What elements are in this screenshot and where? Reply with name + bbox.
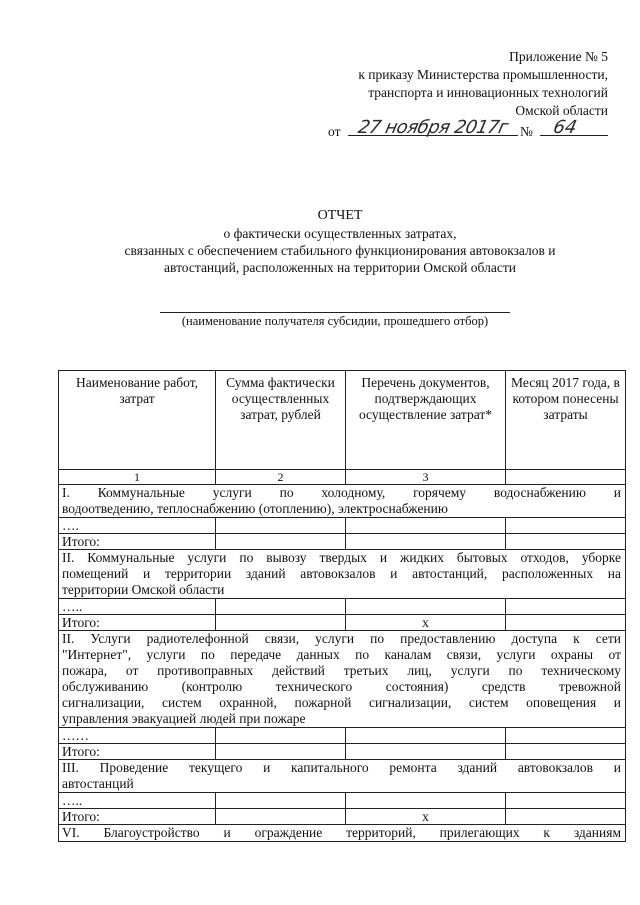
title-line-1: о фактически осуществленных затратах, bbox=[223, 226, 457, 241]
section-heading bbox=[59, 485, 626, 518]
section-heading bbox=[59, 631, 626, 728]
section-line: помещений и территории зданий автовокзалов и автостанций, расположенных на bbox=[62, 566, 621, 581]
annex-header bbox=[358, 48, 608, 120]
table-row bbox=[59, 793, 626, 809]
section-row bbox=[59, 760, 626, 793]
table-row bbox=[59, 599, 626, 615]
section-line: I. Коммунальные услуги по холодному, горячему водоснабжению и bbox=[62, 485, 621, 500]
section-heading bbox=[59, 550, 626, 599]
section-line: обслуживанию (контролю технического состояния) средств тревожной bbox=[62, 679, 621, 694]
column-number-row bbox=[59, 470, 626, 485]
recipient-caption: (наименование получателя субсидии, прошедшего отбор) bbox=[181, 314, 489, 328]
table-row bbox=[59, 728, 626, 744]
section-line: пожара, от противоправных действий третьих лиц, услуги по техническому bbox=[62, 663, 621, 678]
column-number bbox=[506, 470, 626, 485]
total-label: Итого: bbox=[59, 615, 216, 631]
header-cell: Месяц 2017 года, в котором понесены затраты bbox=[506, 371, 626, 470]
section-line: управления эвакуацией людей при пожаре bbox=[62, 711, 306, 726]
placeholder-cell: …… bbox=[59, 728, 216, 744]
section-line: II. Коммунальные услуги по вывозу твердых и жидких бытовых отходов, уборке bbox=[62, 550, 621, 565]
number-label: № bbox=[520, 124, 533, 139]
total-row bbox=[59, 615, 626, 631]
section-row bbox=[59, 550, 626, 599]
section-line: сигнализации, систем охранной, пожарной сигнализации, систем оповещения и bbox=[62, 695, 621, 710]
expense-report-table bbox=[58, 370, 626, 842]
section-heading bbox=[59, 825, 626, 842]
total-label: Итого: bbox=[59, 744, 216, 760]
total-row bbox=[59, 809, 626, 825]
title-main: ОТЧЕТ bbox=[317, 208, 363, 223]
title-line-3: автостанций, расположенных на территории Омской области bbox=[164, 260, 516, 275]
section-heading bbox=[59, 760, 626, 793]
annex-line-1: Приложение № 5 bbox=[509, 49, 608, 64]
column-number: 3 bbox=[346, 470, 506, 485]
total-label: Итого: bbox=[59, 809, 216, 825]
header-cell: Перечень документов, подтверждающих осуществление затрат* bbox=[346, 371, 506, 470]
column-number: 1 bbox=[59, 470, 216, 485]
order-date-number bbox=[328, 117, 608, 142]
section-line: VI. Благоустройство и ограждение территорий, прилегающих к зданиям bbox=[62, 825, 621, 840]
section-line: автостанций bbox=[62, 776, 134, 791]
title-line-2: связанных с обеспечением стабильного функционирования автовокзалов и bbox=[124, 243, 556, 258]
ot-label: от bbox=[328, 124, 341, 139]
section-row bbox=[59, 631, 626, 728]
header-cell: Наименование работ, затрат bbox=[59, 371, 216, 470]
section-row bbox=[59, 485, 626, 518]
table-row bbox=[59, 518, 626, 534]
report-title bbox=[40, 207, 640, 276]
annex-line-4: Омской области bbox=[515, 103, 608, 118]
x-mark: х bbox=[346, 809, 506, 825]
total-row bbox=[59, 744, 626, 760]
annex-line-3: транспорта и инновационных технологий bbox=[368, 85, 608, 100]
header-cell: Сумма фактически осуществленных затрат, рублей bbox=[216, 371, 346, 470]
annex-line-2: к приказу Министерства промышленности, bbox=[358, 67, 608, 82]
section-line: III. Проведение текущего и капитального ремонта зданий автовокзалов и bbox=[62, 760, 621, 775]
section-line: водоотведению, теплоснабжению (отоплению), электроснабжению bbox=[62, 501, 448, 516]
handwritten-date: 27 ноября 2017г bbox=[356, 117, 510, 138]
handwritten-number: 64 bbox=[551, 117, 579, 138]
total-row bbox=[59, 534, 626, 550]
section-line: II. Услуги радиотелефонной связи, услуги по предоставлению доступа к сети bbox=[62, 631, 621, 646]
placeholder-cell: …. bbox=[59, 518, 216, 534]
recipient-blank-line bbox=[160, 312, 510, 313]
placeholder-cell: ….. bbox=[59, 793, 216, 809]
placeholder-cell: ….. bbox=[59, 599, 216, 615]
section-line: "Интернет", услуги по передаче данных по каналам связи, услуги охраны от bbox=[62, 647, 621, 662]
section-row bbox=[59, 825, 626, 842]
section-line: территории Омской области bbox=[62, 582, 225, 597]
column-number: 2 bbox=[216, 470, 346, 485]
table-header-row bbox=[59, 371, 626, 470]
total-label: Итого: bbox=[59, 534, 216, 550]
x-mark: х bbox=[346, 615, 506, 631]
